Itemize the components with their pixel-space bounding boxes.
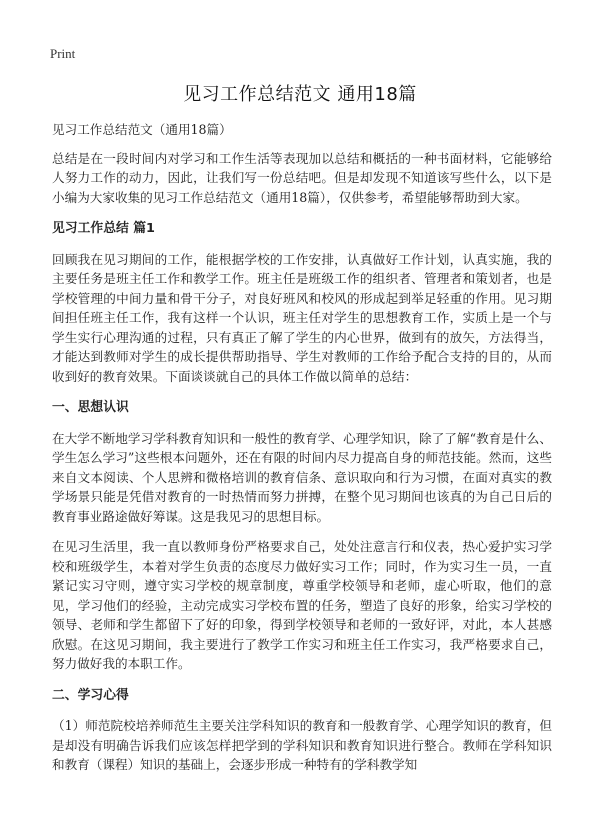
document-body bbox=[52, 120, 552, 786]
intro-paragraph: 总结是在一段时间内对学习和工作生活等表现加以总结和概括的一种书面材料，它能够给人努力工作的动力，因此，让我们写一份总结吧。但是却发现不知道该写些什么，以下是小编为大家收集的见习工作总结范文（通用18篇），仅供参考，希望能够帮助到大家。 bbox=[52, 150, 552, 205]
thoughts-paragraph-1: 在大学不断地学习学科教育知识和一般性的教育学、心理学知识，除了了解“教育是什么、学生怎么学习”这些根本问题外，还在有限的时间内尽力提高自身的师范技能。然而，这些来自文本阅读、个人思辨和微格培训的教育信条、意识取向和行为习惯，在面对真实的教学场景只能是凭借对教育的一时热情而努力拼搏，在整个见习期间也该真的为自己日后的教育事业路途做好筹谋。这是我见习的思想目标。 bbox=[52, 430, 552, 524]
subheading-learning: 二、学习心得 bbox=[52, 687, 129, 703]
section-1-paragraph: 回顾我在见习期间的工作，能根据学校的工作安排，认真做好工作计划，认真实施，我的主要任务是班主任工作和教学工作。班主任是班级工作的组织者、管理者和策划者，也是学校管理的中间力量和骨干分子，对良好班风和校风的形成起到举足轻重的作用。见习期间担任班主任工作，我有这样一个认识，班主任对学生的思想教育工作，实质上是一个与学生实行心理沟通的过程，只有真正了解了学生的内心世界，做到有的放矢，方法得当，才能达到教师对学生的成长提供帮助指导、学生对教师的工作给予配合支持的目的，从而收到好的教育效果。下面谈谈就自己的具体工作做以简单的总结： bbox=[52, 251, 552, 384]
learning-paragraph-1: （1）师范院校培养师范生主要关注学科知识的教育和一般教育学、心理学知识的教育，但是却没有明确告诉我们应该怎样把学到的学科知识和教育知识进行整合。教师在学科知识和教育（课程）知识的基础上，会逐步形成一种特有的学科教学知 bbox=[52, 718, 552, 772]
document-title: 见习工作总结范文 通用18篇 bbox=[183, 84, 417, 105]
print-label[interactable]: Print bbox=[50, 46, 76, 61]
subheading-thoughts: 一、思想认识 bbox=[52, 400, 129, 415]
thoughts-paragraph-2: 在见习生活里，我一直以教师身份严格要求自己，处处注意言行和仪表，热心爱护实习学校和班级学生，本着对学生负责的态度尽力做好实习工作；同时，作为实习生一员，一直紧记实习守则，遵守实习学校的规章制度，尊重学校领导和老师，虚心听取，他们的意见，学习他们的经验，主动完成实习学校布置的任务，塑造了良好的形象，给实习学校的领导、老师和学生都留下了好的印象，得到学校领导和老师的一致好评，对此，本人甚感欣慰。在这见习期间，我主要进行了教学工作实习和班主任工作实习，我严格要求自己，努力做好我的本职工作。 bbox=[52, 539, 552, 671]
document-subtitle: 见习工作总结范文（通用18篇） bbox=[52, 122, 232, 137]
section-heading-1: 见习工作总结 篇1 bbox=[52, 221, 155, 236]
